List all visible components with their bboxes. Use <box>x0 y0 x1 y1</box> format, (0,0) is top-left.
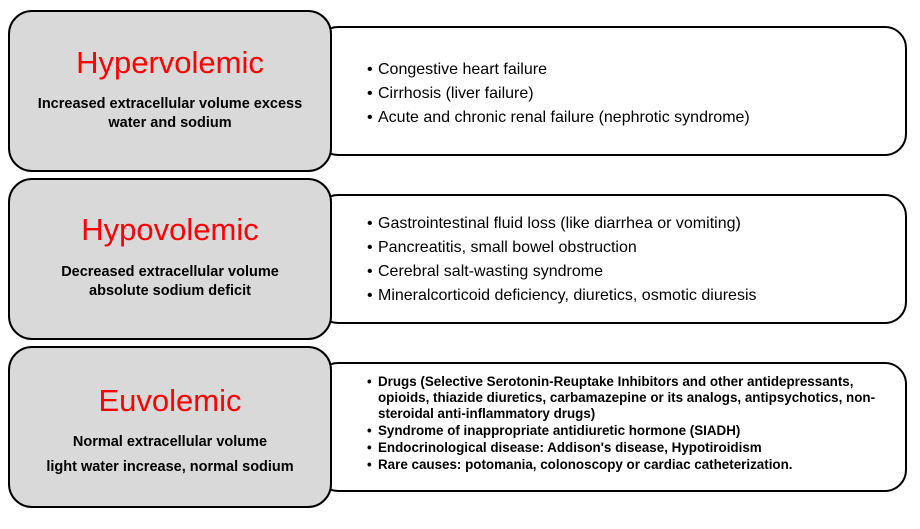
euvolemic-title: Euvolemic <box>98 383 242 418</box>
euvolemic-causes-box <box>316 362 907 492</box>
list-item: • Cirrhosis (liver failure) <box>367 82 750 106</box>
list-item: • Pancreatitis, small bowel obstruction <box>367 236 757 260</box>
hypovolemic-label-box <box>8 178 332 340</box>
list-item: • Drugs (Selective Serotonin-Reuptake Inhibitors and other antidepressants, opioids, thiazide diuretics, carbamazepine or its analogs, antipsychotics, non-steroidal anti-inflammatory drugs) <box>367 374 882 422</box>
hypervolemic-description-line-1: Increased extracellular volume excess <box>37 96 303 112</box>
list-item: • Mineralcorticoid deficiency, diuretics, osmotic diuresis <box>367 284 757 308</box>
hypovolemic-title: Hypovolemic <box>81 212 259 247</box>
euvolemic-description-line-2: light water increase, normal sodium <box>46 459 294 475</box>
list-item: • Acute and chronic renal failure (nephrotic syndrome) <box>367 106 750 130</box>
list-item: • Rare causes: potomania, colonoscopy or cardiac catheterization. <box>367 457 882 473</box>
euvolemic-label-box <box>8 346 332 508</box>
list-item: • Congestive heart failure <box>367 58 750 82</box>
hypovolemic-causes-box <box>316 194 907 324</box>
list-item: • Cerebral salt-wasting syndrome <box>367 260 757 284</box>
list-item: • Syndrome of inappropriate antidiuretic hormone (SIADH) <box>367 423 882 439</box>
hypervolemic-causes-box <box>316 26 907 156</box>
euvolemic-causes-list <box>367 374 882 474</box>
hypervolemic-label-box <box>8 10 332 172</box>
euvolemic-description-line-1: Normal extracellular volume <box>72 434 268 450</box>
hypovolemic-causes-list <box>367 212 757 308</box>
list-item: • Endocrinological disease: Addison's disease, Hypotiroidism <box>367 440 882 456</box>
hypovolemic-description-line-1: Decreased extracellular volume <box>61 264 279 280</box>
hypervolemic-description-line-2: water and sodium <box>108 115 232 131</box>
list-item: • Gastrointestinal fluid loss (like diarrhea or vomiting) <box>367 212 757 236</box>
hypovolemic-description-line-2: absolute sodium deficit <box>89 283 251 299</box>
hypervolemic-causes-list <box>367 58 750 130</box>
hypervolemic-title: Hypervolemic <box>76 45 264 80</box>
